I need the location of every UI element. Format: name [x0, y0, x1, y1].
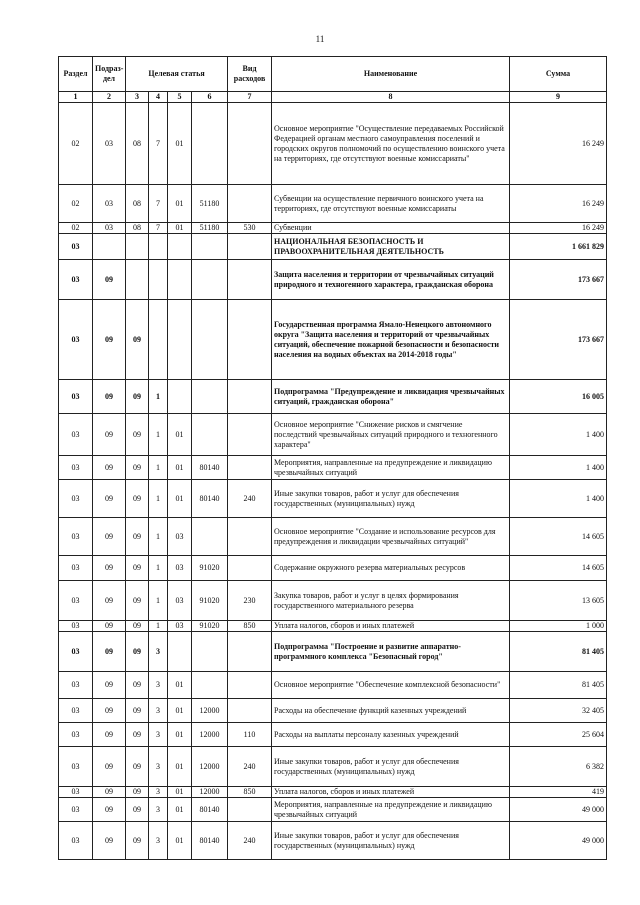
cell-summa: 16 249	[510, 223, 607, 234]
cell-vid-rashodov	[228, 103, 272, 185]
cell-razdel: 03	[59, 621, 93, 632]
table-row	[59, 234, 607, 260]
cell-direction	[192, 103, 228, 185]
cell-podrazdel: 09	[93, 672, 126, 699]
cell-program: 09	[126, 747, 149, 787]
table-row	[59, 480, 607, 518]
cell-naimenovanie: Субвенции	[272, 223, 510, 234]
cell-summa: 81 405	[510, 632, 607, 672]
cell-summa: 13 605	[510, 581, 607, 621]
cell-vid-rashodov: 240	[228, 822, 272, 860]
cell-naimenovanie: Подпрограмма "Построение и развитие аппаратно-программного комплекса "Безопасный город"	[272, 632, 510, 672]
cell-podrazdel: 09	[93, 747, 126, 787]
cell-subprogram: 1	[149, 556, 168, 581]
cell-naimenovanie: Подпрограмма "Предупреждение и ликвидация чрезвычайных ситуаций, гражданская оборона"	[272, 380, 510, 414]
header-summa: Сумма	[510, 57, 607, 92]
cell-subprogram: 3	[149, 632, 168, 672]
cell-measure: 01	[168, 223, 192, 234]
cell-measure	[168, 260, 192, 300]
cell-program: 09	[126, 300, 149, 380]
column-number: 1	[59, 92, 93, 103]
cell-naimenovanie: Основное мероприятие "Создание и использование ресурсов для предупреждения и ликвидации чрезвычайных ситуаций"	[272, 518, 510, 556]
cell-direction: 51180	[192, 223, 228, 234]
column-number: 4	[149, 92, 168, 103]
cell-naimenovanie: Основное мероприятие "Осуществление передаваемых Российской Федерацией органам местного самоуправления поселений и городских округов полномочий по осуществлению воинского учета на территориях, где отсутствуют военные комиссариаты"	[272, 103, 510, 185]
cell-vid-rashodov	[228, 234, 272, 260]
cell-direction: 51180	[192, 185, 228, 223]
cell-vid-rashodov	[228, 798, 272, 822]
cell-vid-rashodov: 850	[228, 621, 272, 632]
column-number: 6	[192, 92, 228, 103]
cell-measure: 01	[168, 723, 192, 747]
column-number: 8	[272, 92, 510, 103]
cell-vid-rashodov	[228, 632, 272, 672]
cell-podrazdel: 09	[93, 260, 126, 300]
cell-naimenovanie: НАЦИОНАЛЬНАЯ БЕЗОПАСНОСТЬ И ПРАВООХРАНИТЕЛЬНАЯ ДЕЯТЕЛЬНОСТЬ	[272, 234, 510, 260]
cell-razdel: 03	[59, 822, 93, 860]
cell-program: 09	[126, 480, 149, 518]
cell-naimenovanie: Расходы на выплаты персоналу казенных учреждений	[272, 723, 510, 747]
cell-direction	[192, 672, 228, 699]
cell-direction	[192, 234, 228, 260]
table-row	[59, 723, 607, 747]
cell-razdel: 03	[59, 556, 93, 581]
cell-measure: 01	[168, 747, 192, 787]
cell-vid-rashodov	[228, 699, 272, 723]
cell-razdel: 03	[59, 456, 93, 480]
cell-naimenovanie: Мероприятия, направленные на предупреждение и ликвидацию чрезвычайных ситуаций	[272, 456, 510, 480]
cell-summa: 1 661 829	[510, 234, 607, 260]
cell-measure: 01	[168, 480, 192, 518]
cell-subprogram: 1	[149, 621, 168, 632]
cell-program: 09	[126, 672, 149, 699]
header-razdel: Раздел	[59, 57, 93, 92]
cell-podrazdel	[93, 234, 126, 260]
cell-summa: 14 605	[510, 518, 607, 556]
cell-vid-rashodov: 240	[228, 480, 272, 518]
cell-program: 09	[126, 699, 149, 723]
cell-naimenovanie: Субвенции на осуществление первичного воинского учета на территориях, где отсутствуют военные комиссариаты	[272, 185, 510, 223]
cell-summa: 1 400	[510, 480, 607, 518]
cell-direction: 80140	[192, 456, 228, 480]
cell-subprogram: 3	[149, 672, 168, 699]
cell-measure	[168, 300, 192, 380]
cell-subprogram: 1	[149, 518, 168, 556]
table-row	[59, 581, 607, 621]
cell-program: 09	[126, 581, 149, 621]
table-row	[59, 414, 607, 456]
cell-naimenovanie: Уплата налогов, сборов и иных платежей	[272, 621, 510, 632]
cell-razdel: 02	[59, 103, 93, 185]
table-row	[59, 456, 607, 480]
cell-naimenovanie: Расходы на обеспечение функций казенных учреждений	[272, 699, 510, 723]
cell-razdel: 03	[59, 723, 93, 747]
header-celevaya-statya: Целевая статья	[126, 57, 228, 92]
cell-subprogram: 3	[149, 723, 168, 747]
cell-measure: 01	[168, 787, 192, 798]
cell-measure: 01	[168, 672, 192, 699]
cell-vid-rashodov	[228, 556, 272, 581]
cell-naimenovanie: Иные закупки товаров, работ и услуг для обеспечения государственных (муниципальных) нужд	[272, 822, 510, 860]
cell-direction	[192, 632, 228, 672]
cell-razdel: 03	[59, 300, 93, 380]
cell-vid-rashodov	[228, 185, 272, 223]
cell-vid-rashodov: 240	[228, 747, 272, 787]
cell-summa: 419	[510, 787, 607, 798]
cell-program: 08	[126, 103, 149, 185]
cell-measure	[168, 632, 192, 672]
cell-subprogram: 1	[149, 581, 168, 621]
table-row	[59, 103, 607, 185]
cell-razdel: 03	[59, 518, 93, 556]
column-number: 2	[93, 92, 126, 103]
cell-podrazdel: 09	[93, 380, 126, 414]
cell-measure: 01	[168, 798, 192, 822]
cell-direction: 12000	[192, 723, 228, 747]
cell-direction: 12000	[192, 787, 228, 798]
cell-subprogram: 3	[149, 822, 168, 860]
cell-razdel: 03	[59, 747, 93, 787]
cell-program	[126, 260, 149, 300]
table-row	[59, 632, 607, 672]
cell-razdel: 03	[59, 672, 93, 699]
cell-naimenovanie: Иные закупки товаров, работ и услуг для обеспечения государственных (муниципальных) нужд	[272, 747, 510, 787]
column-number: 9	[510, 92, 607, 103]
cell-subprogram: 3	[149, 747, 168, 787]
table-row	[59, 260, 607, 300]
cell-program: 08	[126, 185, 149, 223]
cell-measure: 03	[168, 581, 192, 621]
cell-direction: 91020	[192, 621, 228, 632]
cell-podrazdel: 09	[93, 632, 126, 672]
cell-naimenovanie: Иные закупки товаров, работ и услуг для обеспечения государственных (муниципальных) нужд	[272, 480, 510, 518]
cell-podrazdel: 09	[93, 556, 126, 581]
cell-direction	[192, 518, 228, 556]
table-row	[59, 822, 607, 860]
cell-razdel: 03	[59, 480, 93, 518]
cell-measure: 01	[168, 699, 192, 723]
cell-summa: 6 382	[510, 747, 607, 787]
cell-vid-rashodov: 530	[228, 223, 272, 234]
cell-vid-rashodov	[228, 260, 272, 300]
cell-subprogram: 1	[149, 380, 168, 414]
cell-subprogram: 3	[149, 787, 168, 798]
cell-vid-rashodov	[228, 518, 272, 556]
cell-podrazdel: 09	[93, 822, 126, 860]
table-row	[59, 621, 607, 632]
cell-summa: 25 604	[510, 723, 607, 747]
cell-direction	[192, 380, 228, 414]
cell-direction: 12000	[192, 747, 228, 787]
cell-measure: 01	[168, 822, 192, 860]
cell-podrazdel: 09	[93, 480, 126, 518]
cell-naimenovanie: Содержание окружного резерва материальных ресурсов	[272, 556, 510, 581]
cell-summa: 1 000	[510, 621, 607, 632]
cell-podrazdel: 09	[93, 414, 126, 456]
cell-direction: 80140	[192, 822, 228, 860]
cell-podrazdel: 09	[93, 581, 126, 621]
cell-podrazdel: 09	[93, 621, 126, 632]
cell-summa: 14 605	[510, 556, 607, 581]
cell-razdel: 03	[59, 260, 93, 300]
page-number: 11	[315, 34, 325, 44]
cell-naimenovanie: Основное мероприятие "Обеспечение комплексной безопасности"	[272, 672, 510, 699]
column-numbers-row	[59, 92, 607, 103]
cell-program: 09	[126, 456, 149, 480]
cell-summa: 49 000	[510, 798, 607, 822]
cell-naimenovanie: Основное мероприятие "Снижение рисков и смягчение последствий чрезвычайных ситуаций природного и техногенного характера"	[272, 414, 510, 456]
cell-vid-rashodov: 850	[228, 787, 272, 798]
cell-razdel: 03	[59, 798, 93, 822]
cell-direction	[192, 414, 228, 456]
table-row	[59, 672, 607, 699]
cell-subprogram: 7	[149, 223, 168, 234]
cell-subprogram: 3	[149, 798, 168, 822]
cell-podrazdel: 03	[93, 185, 126, 223]
table-row	[59, 518, 607, 556]
cell-podrazdel: 09	[93, 518, 126, 556]
cell-measure: 03	[168, 621, 192, 632]
cell-program: 08	[126, 223, 149, 234]
table-row	[59, 223, 607, 234]
cell-podrazdel: 09	[93, 300, 126, 380]
column-number: 5	[168, 92, 192, 103]
cell-razdel: 02	[59, 185, 93, 223]
cell-summa: 173 667	[510, 300, 607, 380]
header-podrazdel: Подраз-дел	[93, 57, 126, 92]
cell-program: 09	[126, 518, 149, 556]
cell-subprogram: 3	[149, 699, 168, 723]
cell-vid-rashodov: 230	[228, 581, 272, 621]
cell-naimenovanie: Уплата налогов, сборов и иных платежей	[272, 787, 510, 798]
cell-razdel: 03	[59, 787, 93, 798]
cell-direction: 12000	[192, 699, 228, 723]
cell-naimenovanie: Закупка товаров, работ и услуг в целях формирования государственного материального резерва	[272, 581, 510, 621]
cell-summa: 1 400	[510, 456, 607, 480]
cell-subprogram: 1	[149, 414, 168, 456]
cell-subprogram	[149, 300, 168, 380]
cell-summa: 49 000	[510, 822, 607, 860]
cell-vid-rashodov	[228, 456, 272, 480]
cell-measure: 01	[168, 414, 192, 456]
header-vid-rashodov: Вид расходов	[228, 57, 272, 92]
cell-vid-rashodov	[228, 414, 272, 456]
cell-podrazdel: 03	[93, 223, 126, 234]
cell-measure: 01	[168, 456, 192, 480]
cell-measure	[168, 380, 192, 414]
cell-measure: 03	[168, 518, 192, 556]
cell-subprogram: 1	[149, 480, 168, 518]
cell-program: 09	[126, 822, 149, 860]
column-number: 3	[126, 92, 149, 103]
cell-program: 09	[126, 798, 149, 822]
cell-subprogram	[149, 260, 168, 300]
cell-direction: 91020	[192, 556, 228, 581]
cell-program: 09	[126, 380, 149, 414]
table-row	[59, 556, 607, 581]
cell-program: 09	[126, 632, 149, 672]
cell-razdel: 03	[59, 632, 93, 672]
cell-program: 09	[126, 787, 149, 798]
cell-measure: 03	[168, 556, 192, 581]
cell-summa: 16 005	[510, 380, 607, 414]
table-row	[59, 787, 607, 798]
cell-subprogram	[149, 234, 168, 260]
cell-naimenovanie: Защита населения и территории от чрезвычайных ситуаций природного и техногенного характера, гражданская оборона	[272, 260, 510, 300]
cell-direction: 80140	[192, 798, 228, 822]
cell-subprogram: 7	[149, 103, 168, 185]
cell-podrazdel: 09	[93, 798, 126, 822]
table-body	[59, 103, 607, 860]
cell-vid-rashodov	[228, 300, 272, 380]
table-header-row	[59, 57, 607, 92]
cell-vid-rashodov	[228, 672, 272, 699]
cell-program: 09	[126, 723, 149, 747]
header-naimenovanie: Наименование	[272, 57, 510, 92]
cell-summa: 1 400	[510, 414, 607, 456]
cell-summa: 16 249	[510, 103, 607, 185]
table-row	[59, 699, 607, 723]
table-row	[59, 747, 607, 787]
cell-naimenovanie: Мероприятия, направленные на предупреждение и ликвидацию чрезвычайных ситуаций	[272, 798, 510, 822]
cell-podrazdel: 09	[93, 787, 126, 798]
cell-direction	[192, 260, 228, 300]
table-row	[59, 185, 607, 223]
cell-razdel: 03	[59, 414, 93, 456]
cell-razdel: 03	[59, 581, 93, 621]
cell-naimenovanie: Государственная программа Ямало-Ненецкого автономного округа "Защита населения и территорий от чрезвычайных ситуаций, обеспечение пожарной безопасности и безопасности населения на водных объектах на 2014-2018 годы"	[272, 300, 510, 380]
cell-vid-rashodov: 110	[228, 723, 272, 747]
cell-vid-rashodov	[228, 380, 272, 414]
cell-summa: 173 667	[510, 260, 607, 300]
table-row	[59, 300, 607, 380]
cell-subprogram: 7	[149, 185, 168, 223]
budget-table	[58, 56, 607, 860]
cell-direction: 80140	[192, 480, 228, 518]
cell-measure: 01	[168, 185, 192, 223]
cell-summa: 32 405	[510, 699, 607, 723]
cell-subprogram: 1	[149, 456, 168, 480]
cell-razdel: 03	[59, 234, 93, 260]
cell-summa: 16 249	[510, 185, 607, 223]
cell-podrazdel: 09	[93, 723, 126, 747]
cell-program: 09	[126, 556, 149, 581]
cell-podrazdel: 09	[93, 699, 126, 723]
table-row	[59, 798, 607, 822]
cell-direction: 91020	[192, 581, 228, 621]
cell-program: 09	[126, 621, 149, 632]
cell-razdel: 03	[59, 380, 93, 414]
cell-direction	[192, 300, 228, 380]
column-number: 7	[228, 92, 272, 103]
cell-program: 09	[126, 414, 149, 456]
cell-podrazdel: 03	[93, 103, 126, 185]
table-row	[59, 380, 607, 414]
cell-razdel: 03	[59, 699, 93, 723]
cell-measure: 01	[168, 103, 192, 185]
cell-summa: 81 405	[510, 672, 607, 699]
cell-measure	[168, 234, 192, 260]
cell-program	[126, 234, 149, 260]
cell-razdel: 02	[59, 223, 93, 234]
cell-podrazdel: 09	[93, 456, 126, 480]
